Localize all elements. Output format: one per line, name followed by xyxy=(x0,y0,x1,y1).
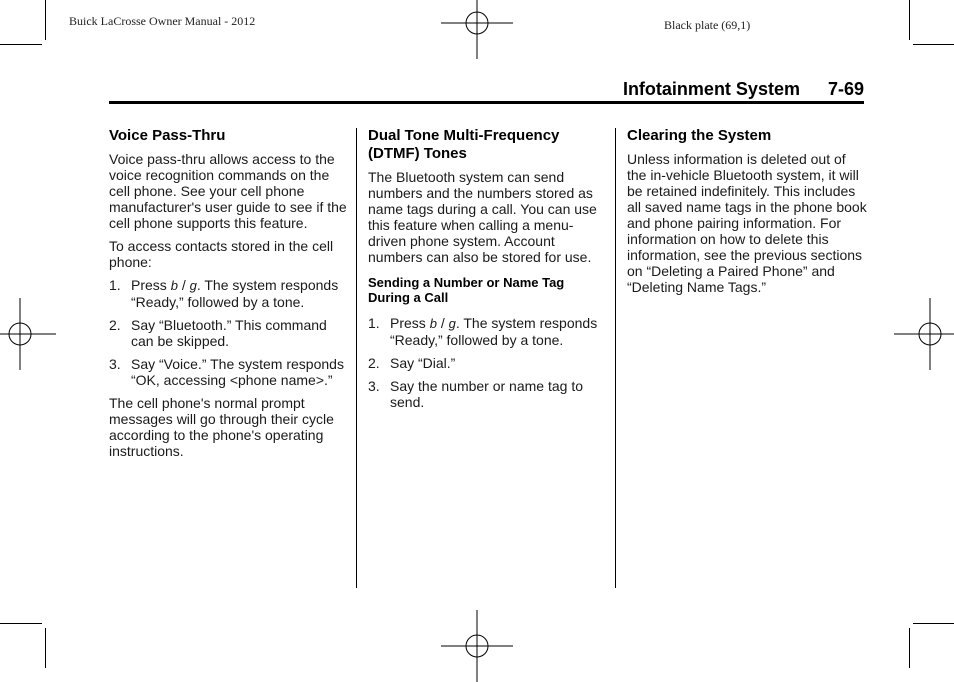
list-item xyxy=(368,378,608,410)
step-text: Say the number or name tag to send. xyxy=(390,378,583,410)
crop-mark xyxy=(913,44,954,45)
separator: / xyxy=(181,277,186,293)
separator: / xyxy=(440,315,445,331)
section-title: Infotainment System xyxy=(622,79,800,99)
crop-mark xyxy=(913,623,954,624)
step-number: 1. xyxy=(109,277,121,293)
steps-list xyxy=(109,277,349,388)
heading-dtmf-tones: Dual Tone Multi-Frequency (DTMF) Tones xyxy=(368,127,560,162)
crop-mark xyxy=(909,628,910,668)
paragraph: Unless information is deleted out of the in-vehicle Bluetooth system, it will be retained indefinitely. This includes all saved name tags in the phone book and phone pairing information. For information on how to delete this information, see the previous sections on “Deleting a Paired Phone” and “Deleting Name Tags.” xyxy=(627,151,867,295)
step-number: 2. xyxy=(368,355,380,371)
subheading-sending-number: Sending a Number or Name Tag During a Call xyxy=(368,275,565,305)
step-text: Press xyxy=(131,277,167,293)
column-clearing-system xyxy=(627,127,867,302)
step-text: Say “Dial.” xyxy=(390,355,456,371)
step-text: Press xyxy=(390,315,426,331)
phone-button-icon: b xyxy=(170,278,178,293)
registration-mark-top-icon xyxy=(441,0,513,59)
heading-clearing-system: Clearing the System xyxy=(627,127,772,144)
print-header-left: Buick LaCrosse Owner Manual - 2012 xyxy=(69,14,256,28)
heading-voice-pass-thru: Voice Pass-Thru xyxy=(109,127,226,144)
list-item xyxy=(109,317,349,349)
step-text: . The system responds “Ready,” followed by a tone. xyxy=(390,315,598,348)
list-item xyxy=(109,277,349,310)
column-divider xyxy=(356,128,357,588)
registration-mark-left-icon xyxy=(0,298,56,370)
crop-mark xyxy=(909,0,910,40)
column-dtmf-tones xyxy=(368,127,608,417)
push-to-talk-icon: g xyxy=(189,278,197,293)
phone-button-icon: b xyxy=(429,316,437,331)
paragraph: The cell phone's normal prompt messages will go through their cycle according to the phone's operating instructions. xyxy=(109,395,334,459)
paragraph: The Bluetooth system can send numbers and the numbers stored as name tags during a call. You can use this feature when calling a menu-driven phone system. Account numbers can also be stored for use. xyxy=(368,169,597,265)
section-heading xyxy=(623,79,864,100)
crop-mark xyxy=(45,628,46,668)
list-item xyxy=(109,356,349,388)
registration-mark-bottom-icon xyxy=(441,610,513,682)
step-text: Say “Bluetooth.” This command can be skipped. xyxy=(131,317,327,349)
crop-mark xyxy=(0,44,42,45)
steps-list xyxy=(368,315,608,410)
paragraph: Voice pass-thru allows access to the voice recognition commands on the cell phone. See your cell phone manufacturer's user guide to see if the cell phone supports this feature. xyxy=(109,151,347,231)
page-number: 7-69 xyxy=(827,79,864,99)
push-to-talk-icon: g xyxy=(448,316,456,331)
step-number: 3. xyxy=(109,356,121,372)
paragraph: To access contacts stored in the cell phone: xyxy=(109,238,334,270)
heading-rule xyxy=(109,101,864,104)
step-text: Say “Voice.” The system responds “OK, accessing <phone name>.” xyxy=(131,356,344,388)
column-voice-pass-thru xyxy=(109,127,349,466)
column-divider xyxy=(615,128,616,588)
registration-mark-right-icon xyxy=(894,298,954,370)
crop-mark xyxy=(0,623,42,624)
list-item xyxy=(368,355,608,371)
step-number: 2. xyxy=(109,317,121,333)
crop-mark xyxy=(45,0,46,40)
step-text: . The system responds “Ready,” followed by a tone. xyxy=(131,277,339,310)
step-number: 1. xyxy=(368,315,380,331)
print-header-right: Black plate (69,1) xyxy=(664,18,751,32)
step-number: 3. xyxy=(368,378,380,394)
list-item xyxy=(368,315,608,348)
